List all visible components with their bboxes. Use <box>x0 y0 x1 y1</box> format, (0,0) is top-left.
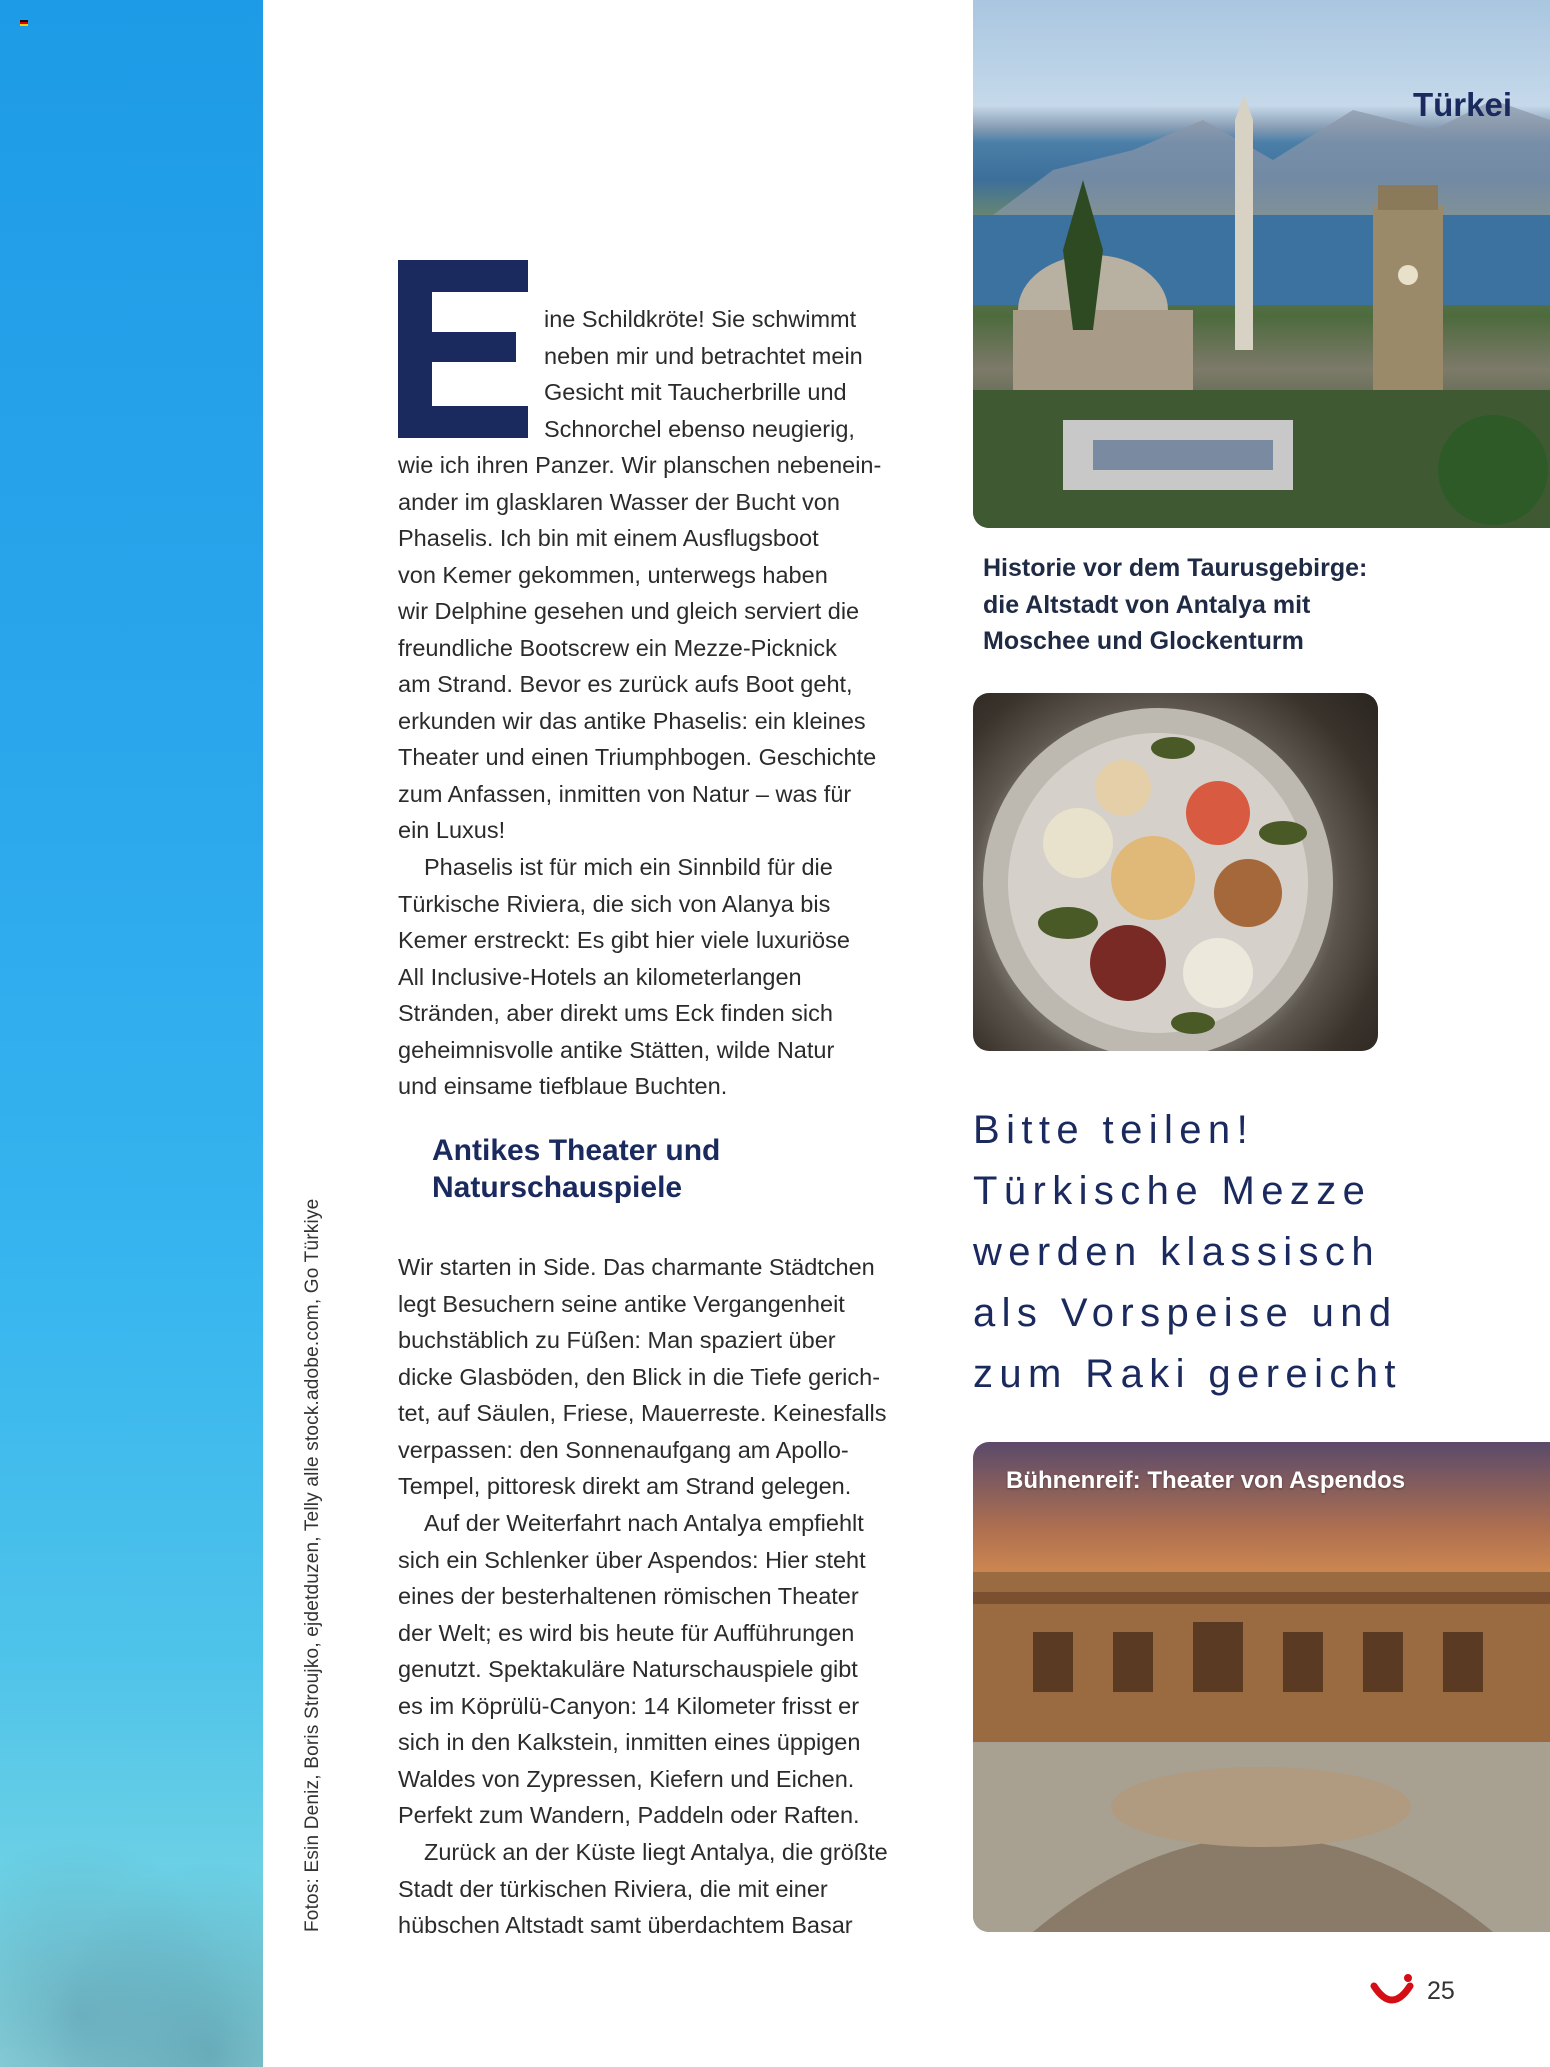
text-line: zum Anfassen, inmitten von Natur – was für <box>398 780 852 807</box>
text-line: dicke Glasböden, den Blick in die Tiefe gerich- <box>398 1363 881 1390</box>
shallow-water-texture <box>0 1807 263 2067</box>
text-line: ander im glasklaren Wasser der Bucht von <box>398 488 840 515</box>
text-line: von Kemer gekommen, unterwegs haben <box>398 561 828 588</box>
heading-line: Antikes Theater und <box>432 1134 721 1167</box>
text-line: Gesicht mit Taucherbrille und <box>544 379 847 405</box>
paragraph-phaselis <box>398 849 898 1105</box>
sea-photo-strip <box>0 0 263 2067</box>
aspendos-illustration <box>973 1442 1550 1932</box>
aspendos-caption: Bühnenreif: Theater von Aspendos <box>1006 1467 1406 1494</box>
dropcap-letter <box>398 260 528 438</box>
text-line: der Welt; es wird bis heute für Aufführungen <box>398 1619 855 1646</box>
photo-credit: Fotos: Esin Deniz, Boris Stroujko, ejdetduzen, Telly alle stock.adobe.com, Go Türkiye <box>302 1198 323 1932</box>
text-line: wie ich ihren Panzer. Wir planschen nebenein- <box>398 452 882 478</box>
paragraph-side <box>398 1249 898 1505</box>
text-line: legt Besuchern seine antike Vergangenheit <box>398 1290 845 1317</box>
text-line: Auf der Weiterfahrt nach Antalya empfiehlt <box>424 1510 864 1536</box>
dropcap-e-glyph <box>398 260 528 438</box>
text-line: am Strand. Bevor es zurück aufs Boot geht, <box>398 671 853 697</box>
pull-quote <box>973 1100 1533 1405</box>
text-line: buchstäblich zu Füßen: Man spaziert über <box>398 1327 836 1353</box>
intro-paragraph-start <box>544 301 904 447</box>
text-line: Waldes von Zypressen, Kiefern und Eichen. <box>398 1765 855 1792</box>
country-label: Türkei <box>1412 86 1512 123</box>
text-line: Stadt der türkischen Riviera, die mit einer <box>398 1875 828 1902</box>
text-line: Phaselis. Ich bin mit einem Ausflugsboot <box>398 525 819 551</box>
section-heading <box>432 1132 720 1206</box>
flag-icon <box>20 20 28 26</box>
text-line: genutzt. Spektakuläre Naturschauspiele gibt <box>398 1656 858 1682</box>
text-line: Türkische Riviera, die sich von Alanya bis <box>398 890 831 917</box>
text-line: All Inclusive-Hotels an kilometerlangen <box>398 963 802 990</box>
aspendos-theater-photo <box>973 1442 1550 1932</box>
tui-smile-icon <box>1370 1974 1416 2010</box>
caption-line: die Altstadt von Antalya mit <box>983 590 1311 619</box>
heading-line: Naturschauspiele <box>432 1171 683 1204</box>
text-line: Wir starten in Side. Das charmante Städtchen <box>398 1254 875 1280</box>
mezze-illustration <box>973 693 1378 1051</box>
caption-line: Moschee und Glockenturm <box>983 627 1304 655</box>
intro-paragraph-rest <box>398 447 898 849</box>
paragraph-aspendos <box>398 1505 898 1834</box>
antalya-old-town-photo <box>973 0 1550 528</box>
text-line: ine Schildkröte! Sie schwimmt <box>544 306 857 332</box>
page-number: 25 <box>1427 1977 1455 2005</box>
text-line: Theater und einen Triumphbogen. Geschichte <box>398 744 877 770</box>
text-line: erkunden wir das antike Phaselis: ein kleines <box>398 707 866 734</box>
text-line: wir Delphine gesehen und gleich serviert die <box>398 598 860 624</box>
text-line: tet, auf Säulen, Friese, Mauerreste. Keinesfalls <box>398 1400 887 1426</box>
quote-line: Türkische Mezze <box>973 1169 1372 1213</box>
text-line: es im Köprülü-Canyon: 14 Kilometer frisst er <box>398 1692 860 1719</box>
quote-line: zum Raki gereicht <box>973 1352 1402 1396</box>
text-line: eines der besterhaltenen römischen Theater <box>398 1583 859 1609</box>
antalya-illustration <box>973 0 1550 528</box>
text-line: und einsame tiefblaue Buchten. <box>398 1073 728 1099</box>
tui-logo-icon <box>1370 1974 1416 2010</box>
text-line: Phaselis ist für mich ein Sinnbild für die <box>424 854 833 880</box>
text-line: Kemer erstreckt: Es gibt hier viele luxuriöse <box>398 927 850 953</box>
text-line: ein Luxus! <box>398 817 506 843</box>
text-line: sich in den Kalkstein, inmitten eines üppigen <box>398 1729 861 1755</box>
text-line: sich ein Schlenker über Aspendos: Hier steht <box>398 1546 866 1573</box>
text-line: freundliche Bootscrew ein Mezze-Picknick <box>398 634 837 661</box>
text-line: Tempel, pittoresk direkt am Strand gelegen. <box>398 1473 852 1499</box>
text-line: neben mir und betrachtet mein <box>544 342 863 369</box>
text-line: Zurück an der Küste liegt Antalya, die größte <box>424 1839 888 1865</box>
text-line: Stränden, aber direkt ums Eck finden sich <box>398 1000 833 1026</box>
text-line: Perfekt zum Wandern, Paddeln oder Raften. <box>398 1802 860 1828</box>
text-line: hübschen Altstadt samt überdachtem Basar <box>398 1912 853 1938</box>
antalya-caption <box>983 550 1423 660</box>
quote-line: als Vorspeise und <box>973 1291 1398 1335</box>
text-line: geheimnisvolle antike Stätten, wilde Natur <box>398 1036 835 1063</box>
text-line: verpassen: den Sonnenaufgang am Apollo- <box>398 1436 849 1463</box>
quote-line: werden klassisch <box>973 1230 1380 1274</box>
paragraph-antalya <box>398 1834 898 1944</box>
caption-line: Historie vor dem Taurusgebirge: <box>983 554 1368 582</box>
text-line: Schnorchel ebenso neugierig, <box>544 415 855 442</box>
mezze-platter-photo <box>973 693 1378 1051</box>
quote-line: Bitte teilen! <box>973 1108 1255 1152</box>
